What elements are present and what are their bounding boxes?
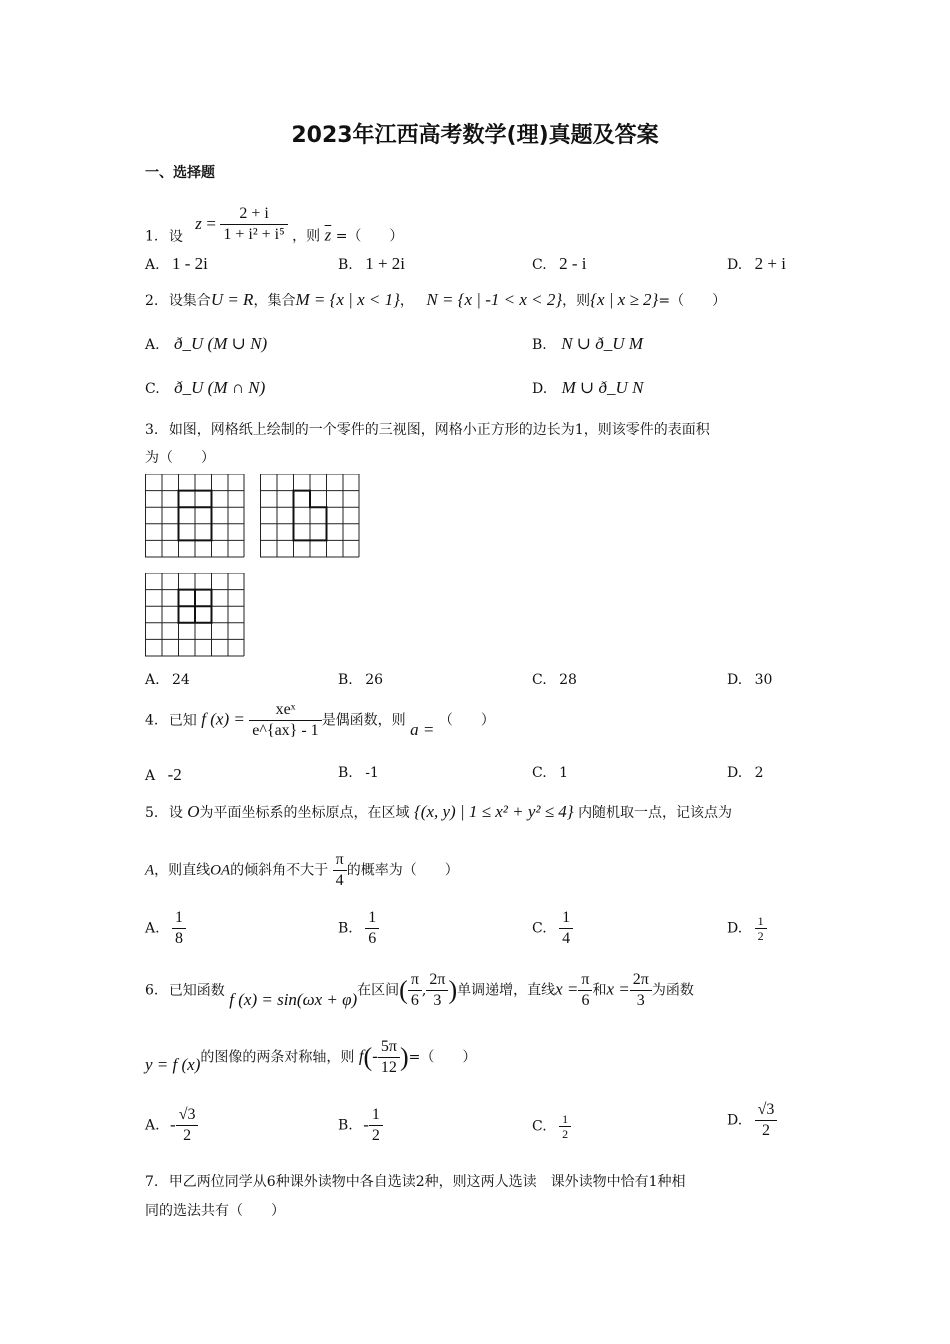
q2-set-n: N = {x | -1 < x < 2} — [426, 290, 563, 309]
q5-option-b[interactable] — [338, 908, 379, 949]
q2-option-b[interactable] — [532, 334, 643, 354]
fraction-num: 2π — [426, 970, 448, 991]
q6-text1: 已知函数 — [168, 982, 225, 999]
question-3 — [145, 419, 710, 439]
q6-option-c[interactable] — [532, 1112, 571, 1141]
option-value: ð_U (M ∪ N) — [174, 334, 268, 353]
option-fraction — [559, 1112, 571, 1141]
option-fraction — [755, 1100, 778, 1141]
option-sign: - — [363, 1114, 369, 1134]
q4-text2: 是偶函数，则 — [321, 712, 406, 729]
q6-f-eval: f — [358, 1046, 364, 1066]
option-label: C. — [145, 381, 160, 397]
q4-option-a[interactable] — [145, 765, 182, 785]
fraction-den: 4 — [562, 930, 571, 947]
option-label: D. — [727, 672, 743, 688]
fraction-num: 1 — [755, 914, 767, 929]
option-label: C. — [532, 1118, 547, 1135]
q2-target-set: {x | x ≥ 2} — [590, 290, 659, 309]
q6-interval-b — [426, 970, 448, 1011]
option-value: M ∪ ð_U N — [561, 378, 644, 397]
option-label: A. — [145, 920, 160, 937]
option-fraction — [369, 1105, 383, 1146]
q2-number: 2. — [145, 293, 159, 309]
close-paren: ) — [448, 975, 458, 1005]
q5-option-d[interactable] — [727, 914, 767, 943]
fraction-num: √3 — [755, 1100, 778, 1121]
close-paren: ) — [399, 1042, 409, 1072]
fraction-num: 1 — [559, 1112, 571, 1127]
q2-text1: 设集合 — [168, 293, 211, 309]
top-view-outline — [179, 590, 212, 623]
option-label: A. — [145, 257, 160, 273]
option-label: A. — [145, 672, 160, 688]
minus-sign: - — [372, 1046, 378, 1066]
q4-tail: （ ） — [438, 712, 495, 729]
q3-number: 3. — [145, 422, 159, 438]
fraction-den: 12 — [380, 1059, 397, 1076]
fraction-num: 2π — [630, 970, 652, 991]
q5-region: {(x, y) | 1 ≤ x² + y² ≤ 4} — [414, 802, 574, 821]
option-value: 1 — [559, 765, 569, 781]
q1-z: z — [195, 213, 202, 233]
q2-set-m: M = {x | x < 1} — [295, 290, 400, 309]
q5-point-a: A — [145, 862, 155, 879]
q5-option-c[interactable] — [532, 908, 573, 949]
q7-line1: 甲乙两位同学从6种课外读物中各自选读2种，则这两人选读 课外读物中恰有1种相 — [168, 1174, 686, 1190]
option-value: 2 — [754, 765, 764, 781]
option-sign: - — [170, 1114, 176, 1134]
q6-argument-fraction — [378, 1037, 400, 1078]
q6-and: 和 — [592, 982, 607, 999]
option-label: A. — [145, 1117, 160, 1134]
q6-text5: 的图像的两条对称轴，则 — [200, 1049, 355, 1066]
fraction-num: √3 — [176, 1105, 199, 1126]
q1-option-b[interactable] — [338, 254, 405, 274]
q6-y-function: y = f (x) — [145, 1054, 201, 1074]
option-value: 30 — [754, 672, 773, 688]
q6-axis2-fraction — [630, 970, 652, 1011]
q4-a: a = — [410, 719, 435, 739]
fraction-den: 2 — [757, 929, 764, 943]
q5-text1: 设 — [168, 805, 183, 821]
q5-number: 5. — [145, 805, 159, 821]
q1-fraction-num: 2 + i — [220, 204, 287, 225]
option-label: B. — [338, 1117, 353, 1134]
option-value: 1 - 2i — [172, 254, 208, 273]
fraction-den: 6 — [410, 992, 419, 1009]
q6-option-b[interactable] — [338, 1105, 383, 1146]
option-value: 24 — [172, 672, 190, 688]
q4-function: f (x) = — [201, 709, 245, 729]
option-fraction — [755, 914, 767, 943]
option-label: B. — [338, 672, 353, 688]
q6-text4: 为函数 — [651, 982, 694, 999]
option-label: C. — [532, 672, 547, 688]
q1-eq: = — [206, 213, 216, 233]
q6-interval-a — [408, 970, 422, 1011]
q3-line2: 为（ ） — [145, 450, 215, 466]
q6-axis1-fraction — [578, 970, 592, 1011]
option-value: -2 — [167, 765, 182, 784]
q2-option-d[interactable] — [532, 378, 643, 398]
question-2 — [145, 290, 726, 310]
page-title: 2023年江西高考数学(理)真题及答案 — [291, 123, 659, 148]
q7-line2: 同的选法共有（ ） — [145, 1203, 285, 1219]
option-label: D. — [727, 1112, 743, 1129]
option-fraction — [559, 908, 573, 949]
q5-text3: 内随机取一点，记该点为 — [578, 805, 733, 821]
option-label: C. — [532, 257, 547, 273]
q4-option-d[interactable] — [727, 765, 764, 781]
question-4 — [145, 700, 495, 741]
question-5 — [145, 802, 732, 822]
q1-tail: =（ ） — [335, 228, 404, 245]
option-value: 26 — [365, 672, 384, 688]
fraction-den: 6 — [581, 992, 590, 1009]
q1-option-d[interactable] — [727, 254, 786, 274]
question-6: 6. 已知函数 f (x) = sin(ωx + φ)在区间( $\frac{\pi}{6}$ , $\frac{2\pi}{3}$ )单调递增，直线x = $\frac{\pi}{6}$ 和x = $\frac{2\pi}{3}$ 为函数 — [145, 971, 694, 1009]
q1-number: 1. — [145, 228, 159, 245]
fraction-den: 2 — [183, 1127, 192, 1144]
option-value: ð_U (M ∩ N) — [174, 378, 266, 397]
option-label: B. — [338, 257, 353, 273]
q6-text3: 单调递增，直线 — [457, 982, 556, 999]
q5-angle-den: 4 — [335, 872, 344, 889]
option-value: N ∪ ð_U M — [561, 334, 643, 353]
q3-option-d[interactable] — [727, 672, 772, 688]
option-fraction — [172, 908, 186, 949]
fraction-num: 5π — [378, 1037, 400, 1058]
q5-text4: ，则直线 — [154, 862, 211, 879]
q4-text1: 已知 — [168, 712, 197, 729]
option-label: A. — [145, 337, 160, 353]
q5-angle-fraction — [333, 850, 347, 891]
q2-tail: =（ ） — [658, 293, 727, 309]
q5-angle-num: π — [333, 850, 347, 871]
q1-prefix: 设 — [168, 228, 183, 245]
option-value: 28 — [559, 672, 577, 688]
question-1 — [145, 205, 404, 257]
q6-text2: 在区间 — [357, 982, 400, 999]
q5-text6: 的概率为（ ） — [346, 862, 459, 879]
option-label: D. — [727, 257, 743, 273]
q6-axis1-label: x = — [555, 979, 579, 999]
q1-zbar: $\overline{z}$ — [324, 225, 332, 245]
grid-lines — [260, 474, 359, 557]
question-5-line-2 — [145, 850, 459, 891]
q2-text3: ，则 — [562, 293, 591, 309]
q5-line-oa: OA — [210, 862, 231, 879]
front-view-grid — [145, 474, 245, 558]
option-label: C. — [532, 765, 547, 781]
fraction-den: 3 — [433, 992, 442, 1009]
q4-fraction-num: xeˣ — [249, 700, 321, 721]
q1-fraction — [220, 204, 287, 245]
q6-tail: =（ ） — [408, 1049, 477, 1066]
option-label: B. — [338, 920, 353, 937]
fraction-num: π — [578, 970, 592, 991]
q4-option-c[interactable] — [532, 765, 568, 781]
q5-option-a[interactable] — [145, 908, 186, 949]
q4-option-b[interactable] — [338, 765, 379, 781]
q4-fraction-den: e^{ax} - 1 — [252, 722, 319, 739]
fraction-den: 8 — [175, 930, 184, 947]
section-heading: 一、选择题 — [145, 165, 215, 181]
q4-number: 4. — [145, 712, 159, 729]
q3-option-b[interactable] — [338, 672, 383, 688]
fraction-num: 1 — [365, 908, 379, 929]
q3-option-c[interactable] — [532, 672, 577, 688]
fraction-num: 1 — [369, 1105, 383, 1126]
fraction-num: 1 — [559, 908, 573, 929]
q3-option-a[interactable] — [145, 672, 190, 688]
fraction-den: 2 — [762, 1122, 771, 1139]
side-view-grid — [260, 474, 360, 558]
fraction-den: 6 — [368, 930, 377, 947]
option-label: B. — [338, 765, 353, 781]
q6-axis2-label: x = — [606, 979, 630, 999]
q6-number: 6. — [145, 982, 159, 999]
option-label: D. — [727, 920, 743, 937]
question-7 — [145, 1171, 686, 1191]
q6-option-a[interactable] — [145, 1105, 198, 1146]
option-fraction — [365, 908, 379, 949]
q6-function: f (x) = sin(ωx + φ) — [229, 989, 358, 1009]
option-value: 1 + 2i — [365, 254, 406, 273]
q1-option-a[interactable] — [145, 254, 208, 274]
q3-line1: 如图，网格纸上绘制的一个零件的三视图，网格小正方形的边长为1，则该零件的表面积 — [168, 422, 710, 438]
q2-text2: ，集合 — [253, 293, 296, 309]
q2-option-a[interactable] — [145, 334, 267, 354]
open-paren: ( — [399, 975, 408, 1005]
option-value: -1 — [365, 765, 379, 781]
q2-option-c[interactable] — [145, 378, 265, 398]
option-label: D. — [532, 381, 548, 397]
fraction-num: π — [408, 970, 422, 991]
top-view-grid — [145, 573, 245, 657]
fraction-den: 2 — [562, 1127, 569, 1141]
q1-mid: ，则 — [292, 228, 321, 245]
option-label: D. — [727, 765, 743, 781]
fraction-num: 1 — [172, 908, 186, 929]
option-label: B. — [532, 337, 547, 353]
open-paren: ( — [363, 1042, 373, 1072]
q4-fraction — [249, 700, 321, 741]
option-label: C. — [532, 920, 547, 937]
option-fraction — [176, 1105, 199, 1146]
option-value: 2 + i — [754, 254, 786, 273]
q2-sep: ， — [399, 293, 414, 309]
q1-fraction-den: 1 + i² + i⁵ — [223, 226, 285, 243]
q5-text2: 为平面坐标系的坐标原点，在区域 — [199, 805, 410, 821]
question-6-line-2 — [145, 1037, 476, 1078]
q5-origin: O — [187, 802, 200, 821]
q5-text5: 的倾斜角不大于 — [230, 862, 329, 879]
q2-universe: U = R — [210, 290, 254, 309]
option-value: 2 - i — [559, 254, 587, 273]
fraction-den: 3 — [636, 992, 645, 1009]
fraction-den: 2 — [371, 1127, 380, 1144]
q7-number: 7. — [145, 1174, 159, 1190]
grid-lines — [145, 474, 244, 557]
q1-option-c[interactable] — [532, 254, 587, 274]
q6-option-d[interactable] — [727, 1100, 777, 1141]
option-label: A — [145, 768, 156, 784]
